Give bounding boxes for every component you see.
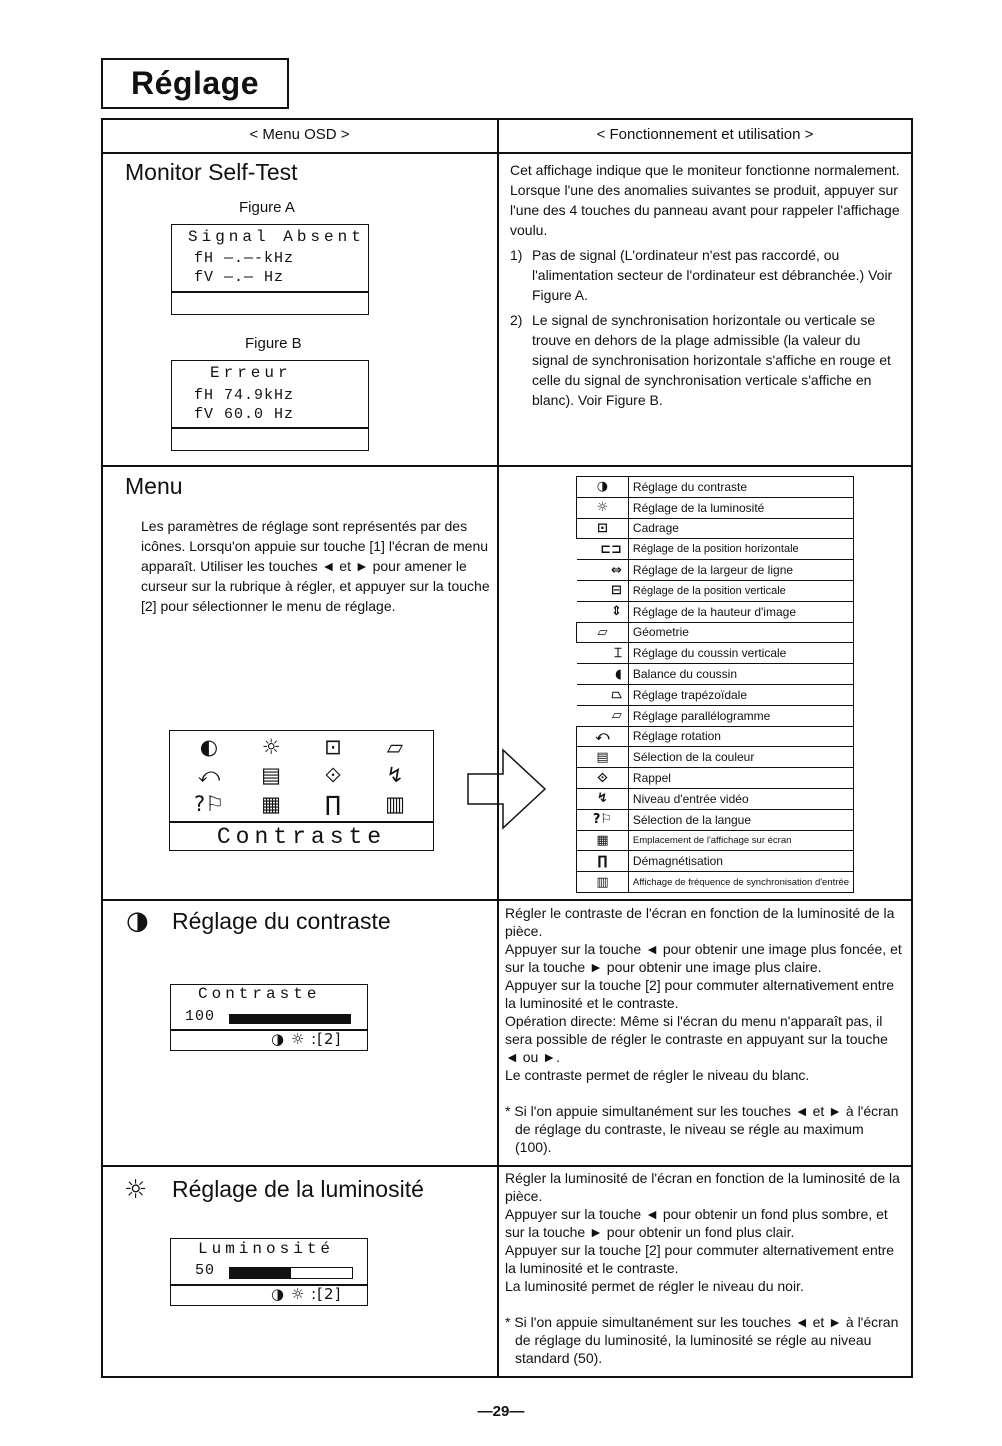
menu-grid-icon[interactable]: ▦ <box>261 792 281 816</box>
osd-divider <box>172 427 368 429</box>
figure-b-line3: fV 60.0 Hz <box>194 406 295 423</box>
menu-title: Menu <box>125 473 183 499</box>
brightness-text: Régler la luminosité de l'écran en fonction de la luminosité de la pièce. Appuyer sur la touche ◄ pour obtenir un fond plus sombre, et sur la touche ► pour obtenir un fond plus clair. Appuyer sur la touche [2] pour commuter alternativement entre la luminosité et le contraste. La luminosité permet de régler le niveau du noir. <box>505 1170 900 1294</box>
menu-grid-icon[interactable]: ⤺ <box>197 763 221 787</box>
icon-legend-row <box>577 580 854 601</box>
icon-legend-icon: ?⚐ <box>577 809 629 830</box>
figure-a-line1: Signal Absent <box>188 228 365 246</box>
osd-divider <box>172 291 368 293</box>
operation-header: < Fonctionnement et utilisation > <box>596 126 814 143</box>
icon-legend-icon: ◑ <box>577 477 629 498</box>
figure-a-line3: fV —.— Hz <box>194 269 285 286</box>
icon-legend-icon: ☼ <box>577 497 629 518</box>
icon-legend-label: Réglage du coussin verticale <box>628 643 853 664</box>
icon-legend-row <box>577 601 854 622</box>
brightness-osd <box>170 1238 368 1306</box>
icon-legend-icon: ▦ <box>577 830 629 851</box>
header-divider <box>103 152 911 154</box>
contrast-title: Réglage du contraste <box>172 908 391 934</box>
icon-legend-row <box>577 477 854 498</box>
icon-legend-row <box>577 705 854 726</box>
icon-legend-icon: ∏ <box>577 851 629 872</box>
figure-b-osd <box>171 360 369 451</box>
icon-legend-label: Niveau d'entrée vidéo <box>628 788 853 809</box>
icon-legend-label: Réglage de la position verticale <box>628 580 853 601</box>
icon-legend-row <box>577 684 854 705</box>
brightness-title: Réglage de la luminosité <box>172 1176 424 1202</box>
icon-legend-row <box>577 622 854 643</box>
brightness-level-fill <box>230 1268 291 1278</box>
page-title-text: Réglage <box>131 65 259 101</box>
icon-legend-label: Réglage de la luminosité <box>628 497 853 518</box>
contrast-level-bar <box>229 1014 351 1024</box>
icon-legend-row <box>577 518 854 539</box>
icon-legend-icon: ⟐ <box>577 768 629 789</box>
icon-legend-label: Balance du coussin <box>628 664 853 685</box>
page-number: —29— <box>477 1403 525 1420</box>
icon-legend-icon: ⌶ <box>577 643 629 664</box>
icon-legend-label: Affichage de fréquence de synchronisation d'entrée <box>628 872 853 893</box>
icon-legend-row <box>577 560 854 581</box>
menu-grid-icon[interactable]: ☼ <box>261 735 281 759</box>
page-title <box>101 58 289 109</box>
contrast-text: Régler le contraste de l'écran en fonction de la luminosité de la pièce. Appuyer sur la touche ◄ pour obtenir une image plus foncée, et sur la touche ► pour obtenir une image plus claire. Appuyer sur la touche [2] pour commuter alternativement entre la luminosité et le contraste. Opération directe: Même si l'écran du menu n'apparaît pas, il sera possible de régler le contraste en appuyant sur la touche ◄ ou ►. Le contraste permet de régler le niveau du blanc. <box>505 905 902 1083</box>
menu-description: Les paramètres de réglage sont représentés par des icônes. Lorsqu'on appuie sur touche [1] l'écran de menu apparaît. Utiliser les touches ◄ et ► pour amener le curseur sur la rubrique à régler, et appuyer sur la touche [2] pour sélectionner le menu de réglage. <box>141 518 490 614</box>
contrast-osd-value: 100 <box>185 1008 216 1025</box>
menu-grid-icon[interactable]: ∏ <box>325 792 341 816</box>
icon-legend-label: Réglage de la position horizontale <box>628 539 853 560</box>
menu-icon-grid <box>178 735 426 816</box>
icon-legend-label: Réglage trapézoïdale <box>628 684 853 705</box>
icon-legend-icon: ⤺ <box>577 726 629 747</box>
icon-legend-label: Réglage parallélogramme <box>628 705 853 726</box>
icon-legend-row <box>577 788 854 809</box>
icon-legend-label: Réglage du contraste <box>628 477 853 498</box>
menu-grid-icon[interactable]: ◐ <box>199 735 219 759</box>
icon-legend-icon: ▱ <box>577 622 629 643</box>
item2-number: 2) <box>510 312 523 328</box>
contrast-level-fill <box>230 1015 350 1023</box>
item1-text: Pas de signal (L'ordinateur n'est pas raccordé, ou l'alimentation secteur de l'ordinateur est débranchée.) Voir Figure A. <box>532 247 893 303</box>
brightness-osd-title: Luminosité <box>198 1240 335 1258</box>
figure-a-line2: fH —.—-kHz <box>194 250 295 267</box>
menu-grid-icon[interactable]: ▥ <box>385 792 405 816</box>
menu-grid-icon[interactable]: ⟐ <box>324 763 342 787</box>
icon-legend-icon: ◖ <box>577 664 629 685</box>
icon-legend-row <box>577 643 854 664</box>
icon-legend-label: Sélection de la langue <box>628 809 853 830</box>
menu-grid-icon[interactable]: ↯ <box>386 763 404 787</box>
icon-legend-label: Géometrie <box>628 622 853 643</box>
icon-legend-row <box>577 830 854 851</box>
osd-divider <box>170 821 433 823</box>
row-divider <box>103 1165 911 1167</box>
self-test-intro1: Cet affichage indique que le moniteur fonctionne normalement. <box>510 162 900 178</box>
row-divider <box>103 465 911 467</box>
icon-legend-row <box>577 768 854 789</box>
brightness-level-bar <box>229 1267 353 1279</box>
icon-legend-icon: ⇔ <box>577 560 629 581</box>
icon-legend-label: Rappel <box>628 768 853 789</box>
contrast-osd-footer: ◑ ☼ :[2] <box>271 1030 342 1048</box>
icon-legend-icon: ↯ <box>577 788 629 809</box>
icon-legend-row <box>577 497 854 518</box>
icon-legend-row <box>577 872 854 893</box>
contrast-osd-title: Contraste <box>198 985 321 1003</box>
contrast-icon: ◑ <box>126 906 149 936</box>
menu-grid-icon[interactable]: ▤ <box>261 763 281 787</box>
icon-legend-label: Réglage de la largeur de ligne <box>628 560 853 581</box>
icon-legend-icon: ▤ <box>577 747 629 768</box>
icon-legend-label: Emplacement de l'affichage sur écran <box>628 830 853 851</box>
self-test-intro2: Lorsque l'une des anomalies suivantes se produit, appuyer sur l'une des 4 touches du panneau avant pour rappeler l'affichage voulu. <box>510 182 900 238</box>
contrast-note: * Si l'on appuie simultanément sur les touches ◄ et ► à l'écran de réglage du contraste, le niveau se régle au maximum (100). <box>505 1103 899 1155</box>
icon-legend-icon: ⊏⊐ <box>577 539 629 560</box>
icon-legend-row <box>577 851 854 872</box>
figure-b-line2: fH 74.9kHz <box>194 387 295 404</box>
icon-legend-icon: ▱ <box>577 705 629 726</box>
self-test-title: Monitor Self-Test <box>125 159 298 185</box>
brightness-note: * Si l'on appuie simultanément sur les touches ◄ et ► à l'écran de réglage du luminosité, la luminosité se régle au niveau standard (50). <box>505 1314 899 1366</box>
menu-osd-screen <box>169 730 434 851</box>
icon-legend-table <box>576 476 854 893</box>
self-test-description <box>510 160 900 410</box>
figure-b-label: Figure B <box>245 335 302 352</box>
icon-legend-row <box>577 539 854 560</box>
figure-a-label: Figure A <box>239 199 295 216</box>
menu-grid-icon[interactable]: ▱ <box>386 735 404 759</box>
icon-legend-row <box>577 747 854 768</box>
icon-legend-icon: ⊡ <box>577 518 629 539</box>
icon-legend-label: Cadrage <box>628 518 853 539</box>
contrast-osd <box>170 984 368 1051</box>
brightness-osd-footer: ◑ ☼ :[2] <box>271 1285 342 1303</box>
row-divider <box>103 899 911 901</box>
icon-legend-icon: ⇕ <box>577 601 629 622</box>
figure-b-line1: Erreur <box>210 364 292 382</box>
arrow-right-icon <box>467 748 547 830</box>
icon-legend-row <box>577 664 854 685</box>
icon-legend-icon: ⏢ <box>577 684 629 705</box>
item2-text: Le signal de synchronisation horizontale ou verticale se trouve en dehors de la plage admissible (la valeur du signal de synchronisation horizontale s'affiche en rouge et celle du signal de synchronisation verticale s'affiche en blanc). Voir Figure B. <box>532 312 891 408</box>
menu-osd-header: < Menu OSD > <box>249 126 350 143</box>
icon-legend-label: Démagnétisation <box>628 851 853 872</box>
self-test-item2 <box>510 310 900 410</box>
icon-legend-label: Réglage de la hauteur d'image <box>628 601 853 622</box>
brightness-icon: ☼ <box>124 1175 148 1205</box>
icon-legend-icon: ▥ <box>577 872 629 893</box>
icon-legend-icon: ⊟ <box>577 580 629 601</box>
menu-grid-icon[interactable]: ?⚐ <box>194 792 224 816</box>
icon-legend-label: Sélection de la couleur <box>628 747 853 768</box>
icon-legend-label: Réglage rotation <box>628 726 853 747</box>
figure-a-osd <box>171 224 369 315</box>
self-test-item1 <box>510 245 900 305</box>
icon-legend-row <box>577 726 854 747</box>
menu-osd-label: Contraste <box>216 824 387 850</box>
item1-number: 1) <box>510 247 523 263</box>
brightness-osd-value: 50 <box>195 1262 216 1279</box>
menu-grid-icon[interactable]: ⊡ <box>324 735 342 759</box>
icon-legend-row <box>577 809 854 830</box>
